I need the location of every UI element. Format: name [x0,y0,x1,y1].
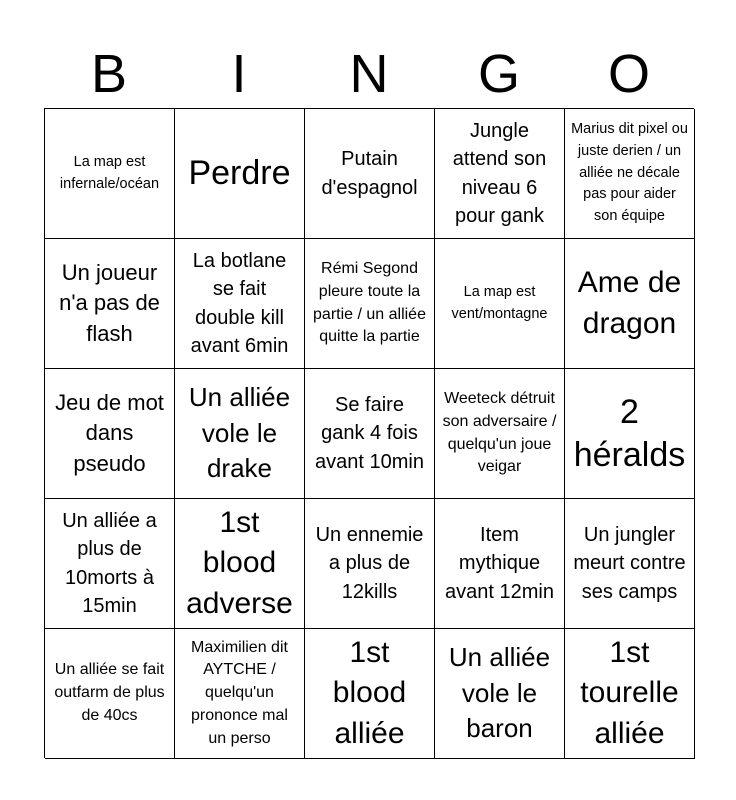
cell-text: Un jungler meurt contre ses camps [573,523,686,603]
cell-text: Un alliée a plus de 10morts à 15min [62,509,157,617]
bingo-cell[interactable] [175,499,305,629]
bingo-grid [44,108,694,758]
cell-text: 2 héralds [573,393,686,474]
cell-text: Putain d'espagnol [321,148,418,199]
cell-text: Jungle attend son niveau 6 pour gank [452,119,547,227]
bingo-cell[interactable] [435,369,565,499]
cell-text: Marius dit pixel ou juste derien / un alliée ne décale pas pour aider son équipe [571,121,688,225]
bingo-cell[interactable] [435,109,565,239]
bingo-cell[interactable] [565,369,695,499]
bingo-cell[interactable] [175,239,305,369]
bingo-cell[interactable] [175,109,305,239]
bingo-cell[interactable] [305,239,435,369]
bingo-cell[interactable] [305,629,435,759]
cell-text: La map est infernale/océan [59,153,160,192]
header-letter-i: I [231,44,247,104]
cell-text: La botlane se fait double kill avant 6min [190,249,289,357]
header-letter-g: G [477,44,520,104]
cell-text: La map est vent/montagne [451,283,548,322]
bingo-cell[interactable] [175,629,305,759]
bingo-cell[interactable] [45,369,175,499]
cell-text: Jeu de mot dans pseudo [55,389,164,476]
bingo-header [44,40,694,108]
bingo-cell[interactable] [565,239,695,369]
cell-text: Un joueur n'a pas de flash [59,259,160,346]
bingo-cell[interactable] [565,499,695,629]
bingo-cell[interactable] [565,109,695,239]
cell-text: Un ennemie a plus de 12kills [315,523,424,603]
bingo-cell[interactable] [45,629,175,759]
cell-text: Rémi Segond pleure toute la partie / un alliée quitte la partie [313,260,426,346]
cell-text: 1st blood alliée [332,635,407,750]
bingo-cell[interactable] [175,369,305,499]
cell-text: Se faire gank 4 fois avant 10min [315,393,424,473]
bingo-cell[interactable] [435,239,565,369]
bingo-cell[interactable] [305,369,435,499]
cell-text: Un alliée vole le drake [188,382,291,484]
header-letter-o: O [607,44,650,104]
header-letter-n: N [349,44,389,104]
bingo-cell[interactable] [45,109,175,239]
cell-text: Maximilien dit AYTCHE / quelqu'un prononce mal un perso [191,638,288,747]
bingo-cell[interactable] [305,499,435,629]
cell-text: 1st blood adverse [186,505,293,620]
header-letter-b: B [90,44,128,104]
cell-text: Un alliée se fait outfarm de plus de 40cs [54,661,165,724]
bingo-cell[interactable] [435,499,565,629]
bingo-cell[interactable] [45,499,175,629]
cell-text: Weeteck détruit son adversaire / quelqu'un joue veigar [442,390,557,476]
cell-text: Perdre [188,154,291,193]
cell-text: Item mythique avant 12min [445,523,554,603]
cell-text: 1st tourelle alliée [580,635,679,750]
cell-text: Ame de dragon [577,266,682,340]
bingo-cell[interactable] [435,629,565,759]
bingo-cell[interactable] [305,109,435,239]
bingo-cell[interactable] [45,239,175,369]
cell-text: Un alliée vole le baron [448,642,551,744]
bingo-cell[interactable] [565,629,695,759]
